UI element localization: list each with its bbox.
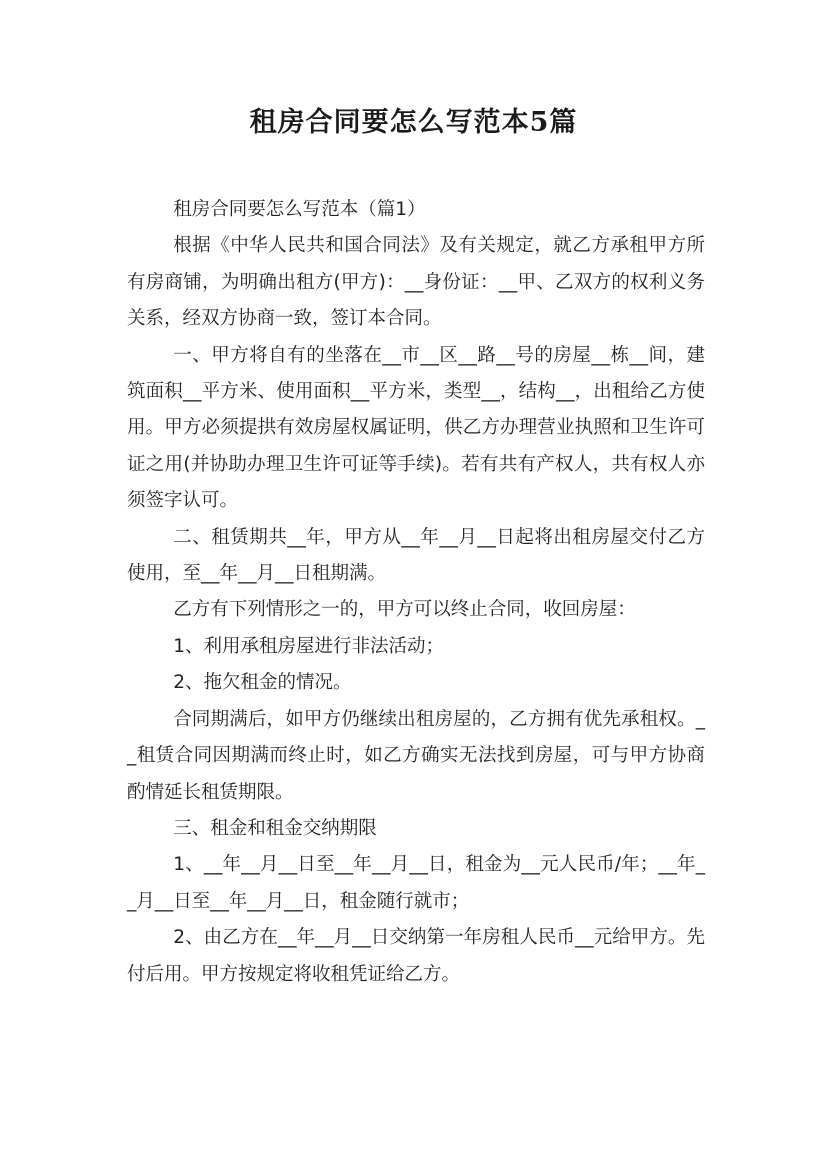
list-item: 1、__年__月__日至__年__月__日，租金为__元人民币/年；__年__月__日至__年__月__日，租金随行就市； — [127, 854, 705, 912]
list-item: 2、由乙方在__年__月__日交纳第一年房租人民币__元给甲方。先付后用。甲方按规定将收租凭证给乙方。 — [127, 927, 705, 985]
document-title: 租房合同要怎么写范本5篇 — [249, 107, 578, 138]
paragraph: 一、甲方将自有的坐落在__市__区__路__号的房屋__栋__间，建筑面积__平方米、使用面积__平方米，类型__，结构__，出租给乙方使用。甲方必须提拱有效房屋权属证明，供乙方办理营业执照和卫生许可证之用(并协助办理卫生许可证等手续)。若有共有产权人，共有权人亦须签字认可。 — [127, 344, 705, 512]
section-heading: 三、租金和租金交纳期限 — [173, 817, 377, 839]
list-item: 2、拖欠租金的情况。 — [173, 672, 352, 694]
document-body — [127, 192, 705, 993]
paragraph: 合同期满后，如甲方仍继续出租房屋的，乙方拥有优先承租权。__租赁合同因期满而终止时，如乙方确实无法找到房屋，可与甲方协商酌情延长租赁期限。 — [127, 708, 705, 803]
paragraph: 根据《中华人民共和国合同法》及有关规定，就乙方承租甲方所有房商铺，为明确出租方(甲方)：__身份证：__甲、乙双方的权利义务关系，经双方协商一致，签订本合同。 — [127, 235, 705, 330]
paragraph: 二、租赁期共__年，甲方从__年__月__日起将出租房屋交付乙方使用，至__年__月__日租期满。 — [127, 526, 705, 585]
section-heading: 租房合同要怎么写范本（篇1） — [173, 199, 426, 220]
paragraph: 乙方有下列情形之一的，甲方可以终止合同，收回房屋： — [173, 599, 636, 621]
list-item: 1、利用承租房屋进行非法活动； — [173, 635, 445, 657]
